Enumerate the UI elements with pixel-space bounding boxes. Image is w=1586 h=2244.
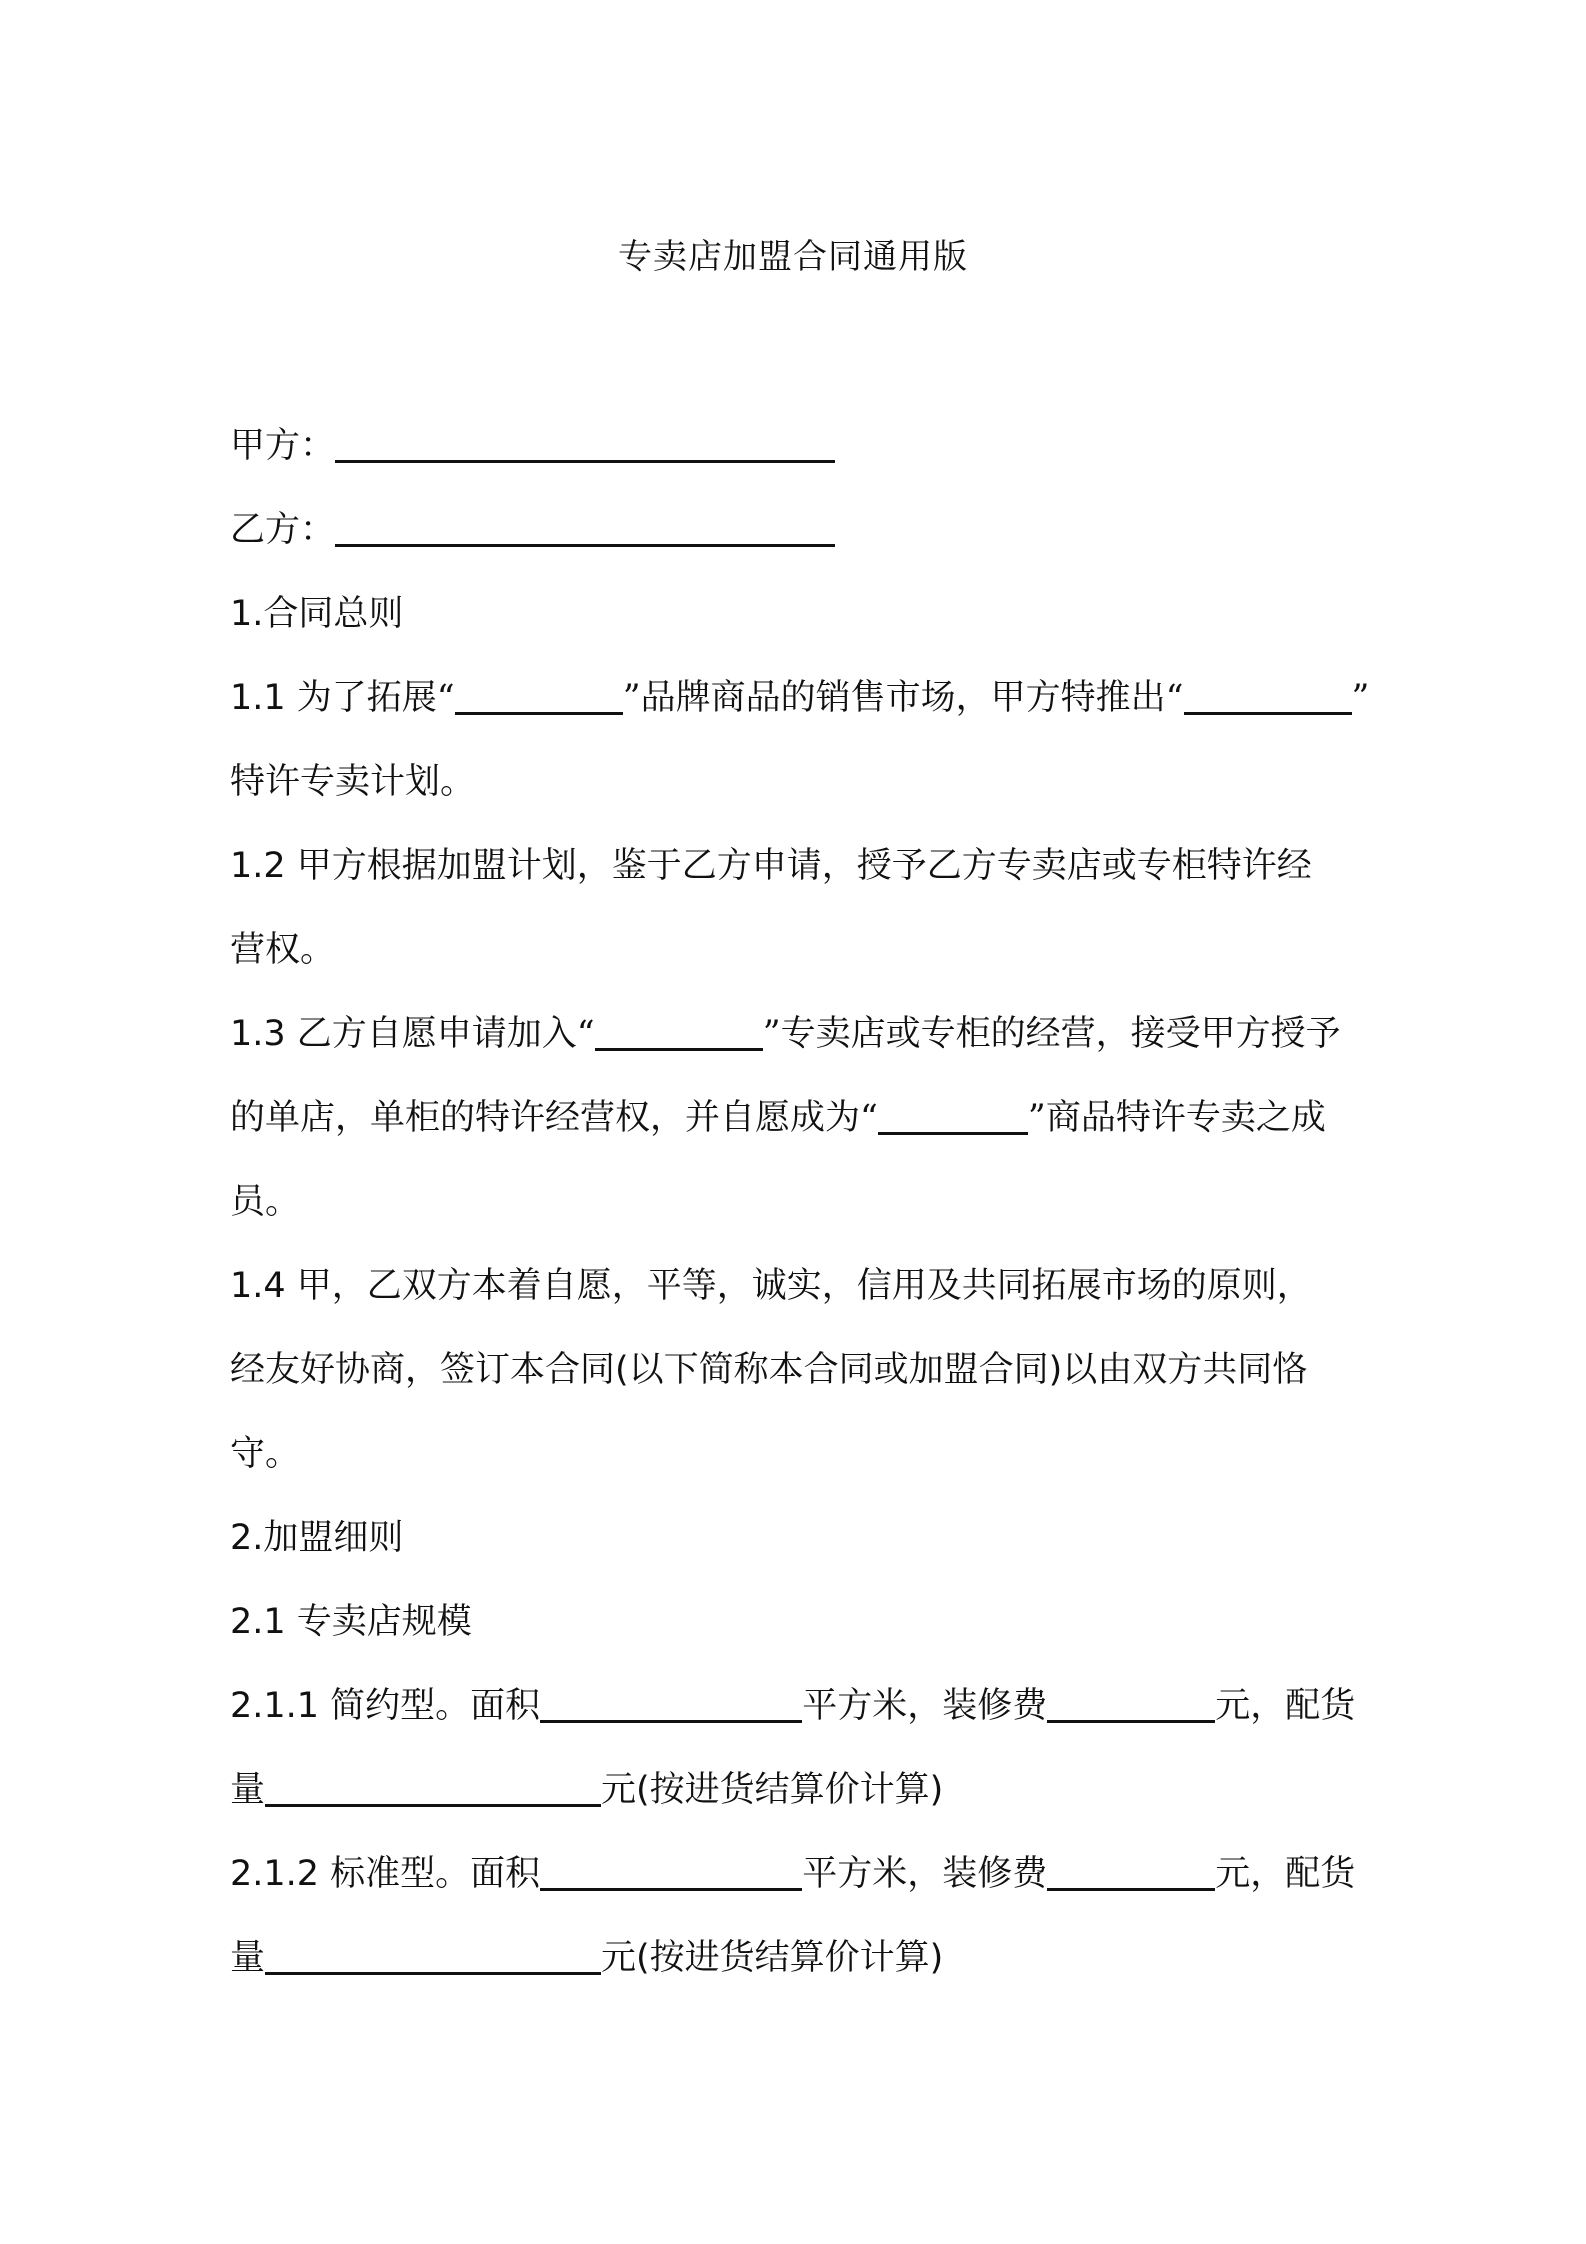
clause-text: 2.1.2 标准型。面积	[230, 1854, 541, 1894]
clause-1-4-line-1: 1.4 甲，乙双方本着自愿，平等，诚实，信用及共同拓展市场的原则，	[230, 1266, 1312, 1306]
close-quote: ”	[622, 678, 641, 718]
stock-amount-blank[interactable]	[265, 1764, 601, 1807]
party-a-label: 甲方：	[230, 426, 336, 466]
party-a-line	[230, 404, 1370, 488]
party-b-label: 乙方：	[230, 510, 336, 550]
clause-text: 平方米，装修费	[802, 1686, 1048, 1726]
clause-1-3-line-3: 员。	[230, 1182, 301, 1222]
clause-2-1-2-line-1	[230, 1832, 1370, 1916]
close-quote: ”	[762, 1014, 781, 1054]
clause-2-1-2-line-2	[230, 1916, 1370, 2000]
clause-text: 专卖店或专柜的经营，接受甲方授予	[780, 1014, 1341, 1054]
clause-text: 商品特许专卖之成	[1045, 1098, 1326, 1138]
clause-text: 量	[230, 1938, 266, 1978]
clause-text: 量	[230, 1770, 266, 1810]
open-quote: “	[860, 1098, 878, 1138]
clause-1-1-line-2: 特许专卖计划。	[230, 762, 476, 802]
open-quote: “	[1165, 678, 1184, 718]
clause-text: 1.3 乙方自愿申请加入	[230, 1014, 577, 1054]
area-blank[interactable]	[540, 1848, 802, 1891]
clause-text: 元(按进货结算价计算)	[601, 1770, 944, 1810]
document-title: 专卖店加盟合同通用版	[618, 237, 968, 277]
clause-text: 的单店，单柜的特许经营权，并自愿成为	[230, 1098, 861, 1138]
clause-text: 平方米，装修费	[802, 1854, 1048, 1894]
area-blank[interactable]	[540, 1680, 802, 1723]
clause-text: 元(按进货结算价计算)	[601, 1938, 944, 1978]
document-body	[230, 404, 1370, 2000]
open-quote: “	[436, 678, 455, 718]
party-a-blank[interactable]	[335, 420, 835, 463]
clause-1-1-line-1	[230, 656, 1370, 740]
clause-1-4-line-2: 经友好协商，签订本合同(以下简称本合同或加盟合同)以由双方共同恪	[230, 1350, 1308, 1390]
decoration-fee-blank[interactable]	[1047, 1848, 1215, 1891]
clause-text: 元，配货	[1215, 1854, 1356, 1894]
clause-text: 1.1 为了拓展	[230, 678, 437, 718]
party-b-line	[230, 488, 1370, 572]
clause-1-3-line-1	[230, 992, 1370, 1076]
decoration-fee-blank[interactable]	[1047, 1680, 1215, 1723]
clause-1-2-line-2: 营权。	[230, 930, 336, 970]
subsection-2-1-heading: 2.1 专卖店规模	[230, 1602, 472, 1642]
product-brand-blank[interactable]	[878, 1092, 1028, 1135]
clause-1-2-line-1: 1.2 甲方根据加盟计划，鉴于乙方申请，授予乙方专卖店或专柜特许经	[230, 846, 1312, 886]
party-b-blank[interactable]	[335, 504, 835, 547]
clause-text: 品牌商品的销售市场，甲方特推出	[640, 678, 1166, 718]
clause-1-3-line-2	[230, 1076, 1370, 1160]
clause-text: 2.1.1 简约型。面积	[230, 1686, 541, 1726]
section-1-heading: 1.合同总则	[230, 594, 404, 634]
clause-2-1-1-line-2	[230, 1748, 1370, 1832]
clause-text: 元，配货	[1215, 1686, 1356, 1726]
store-brand-blank[interactable]	[595, 1008, 763, 1051]
section-2-heading: 2.加盟细则	[230, 1518, 404, 1558]
open-quote: “	[576, 1014, 595, 1054]
plan-blank[interactable]	[1184, 672, 1352, 715]
brand-blank[interactable]	[455, 672, 623, 715]
stock-amount-blank[interactable]	[265, 1932, 601, 1975]
clause-1-4-line-3: 守。	[230, 1434, 301, 1474]
close-quote: ”	[1027, 1098, 1046, 1138]
clause-2-1-1-line-1	[230, 1664, 1370, 1748]
close-quote: ”	[1351, 678, 1370, 718]
